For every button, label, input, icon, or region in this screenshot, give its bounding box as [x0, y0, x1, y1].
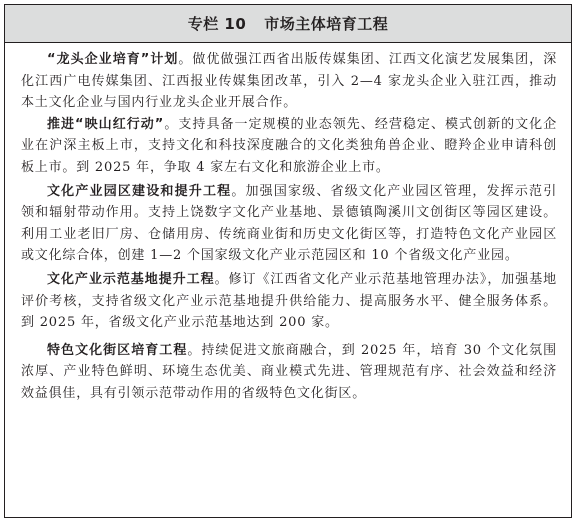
paragraph-demo-base — [21, 269, 557, 334]
paragraph-text: 。支持具备一定规模的业态领先、经营稳定、模式创新的文化企业在沪深主板上市，支持文化和科技深度融合的文化类独角兽企业、瞪羚企业申请科创板上市。到 2025 年，争取 4 家左右文化和旅游企业上市。 — [21, 116, 557, 175]
paragraph-text: 。加强国家级、省级文化产业园区管理，发挥示范引领和辐射带动作用。支持上饶数字文化产业基地、景德镇陶溪川文创街区等园区建设。利用工业老旧厂房、仓储用房、传统商业街和历史文化街区等，打造特色文化产业园区或文化综合体，创建 1—2 个国家级文化产业示范园区和 10 个省级文化产业园。 — [21, 183, 558, 264]
paragraph-lead: 文化产业示范基地提升工程 — [47, 271, 215, 287]
paragraph-text: 。持续促进文旅商融合，到 2025 年，培育 30 个文化氛围浓厚、产业特色鲜明、环境生态优美、商业模式先进、管理规范有序、社会效益和经济效益俱佳，具有引领示范带动作用的省级特色文化街区。 — [21, 342, 557, 401]
paragraph-text: 。做优做强江西省出版传媒集团、江西文化演艺发展集团，深化江西广电传媒集团、江西报业传媒集团改革，引入 2—4 家龙头企业入驻江西，推动本土文化企业与国内行业龙头企业开展合作。 — [21, 52, 557, 111]
paragraph-lead: 特色文化街区培育工程 — [47, 342, 188, 358]
paragraph-lead: 推进“映山红行动” — [47, 116, 165, 132]
column-label: 专栏 10 — [187, 15, 247, 33]
column-title: 市场主体培育工程 — [264, 15, 389, 33]
paragraph-industrial-park — [21, 181, 557, 267]
paragraph-text: 。修订《江西省文化产业示范基地管理办法》，加强基地评价考核，支持省级文化产业示范基地提升供给能力、提高服务水平、健全服务体系。到 2025 年，省级文化产业示范基地达到 200 家。 — [21, 271, 557, 331]
paragraph-lead: 文化产业园区建设和提升工程 — [47, 183, 232, 199]
paragraph-lead: “龙头企业培育”计划 — [47, 52, 179, 67]
column-box — [4, 4, 572, 518]
column-header — [5, 5, 571, 43]
paragraph-leading-enterprise — [21, 49, 557, 114]
paragraph-cultural-street — [21, 340, 557, 405]
column-content — [5, 43, 571, 405]
paragraph-yingshanhong — [21, 114, 557, 179]
